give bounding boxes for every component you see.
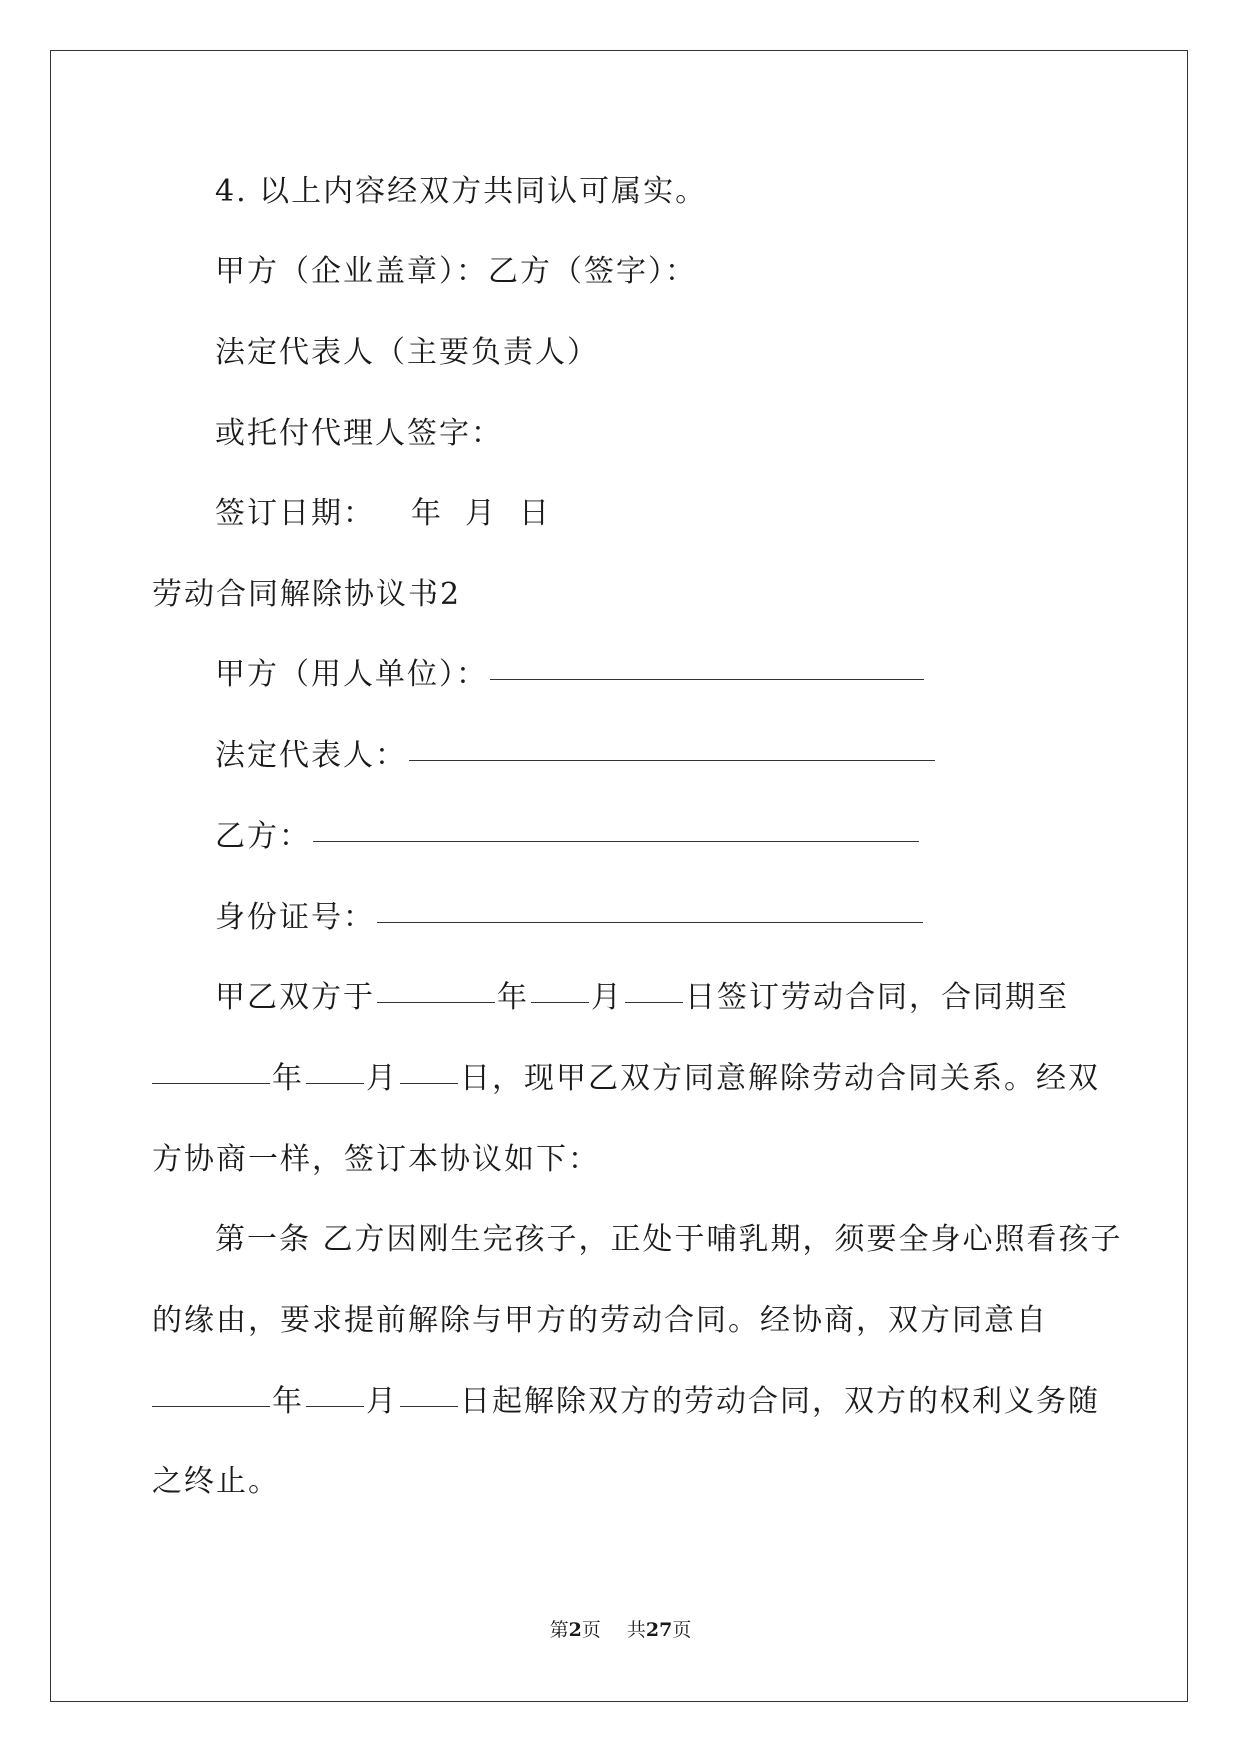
article-1-line-4: 之终止。: [152, 1464, 280, 1499]
page-footer: [0, 1618, 1241, 1642]
footer-total-pages: 27: [645, 1619, 673, 1641]
party-b-blank: [313, 841, 919, 842]
contract-year-label: 年: [497, 980, 529, 1015]
signing-date-line: [215, 494, 551, 534]
contract-year-blank: [377, 1002, 495, 1003]
agent-signature-line: 或托付代理人签字：: [215, 416, 503, 451]
termination-year-blank: [152, 1406, 270, 1407]
contract-text: 日，现甲乙双方同意解除劳动合同关系。经双: [460, 1061, 1100, 1096]
term-month-label: 月: [366, 1061, 398, 1096]
legal-rep-blank: [409, 760, 935, 761]
term-day-blank: [400, 1083, 458, 1084]
footer-prefix: 第: [549, 1619, 569, 1641]
term-year-label: 年: [272, 1061, 304, 1096]
termination-month-blank: [306, 1406, 364, 1407]
contract-month-label: 月: [591, 980, 623, 1015]
signing-date-day: 日: [519, 496, 551, 531]
footer-page-unit: 页: [581, 1619, 601, 1641]
id-number-line: [215, 898, 925, 938]
contract-date-line-2: [152, 1059, 1100, 1099]
contract-month-blank: [531, 1002, 589, 1003]
article-1-line-1: 第一条 乙方因刚生完孩子，正处于哺乳期，须要全身心照看孩子: [215, 1222, 1123, 1257]
signing-date-year: 年: [411, 496, 443, 531]
footer-total-prefix: 共: [626, 1619, 646, 1641]
employer-label: 甲方（用人单位）：: [215, 657, 488, 692]
signing-date-label: 签订日期：: [215, 496, 375, 531]
id-number-label: 身份证号：: [215, 900, 375, 935]
contract-date-line-3: 方协商一样，签订本协议如下：: [152, 1142, 600, 1177]
contract-day-blank: [625, 1002, 683, 1003]
contract-text: 甲乙双方于: [215, 980, 375, 1015]
term-month-blank: [306, 1083, 364, 1084]
employer-line: [215, 655, 926, 695]
signing-date-month: 月: [465, 496, 497, 531]
clause-4: 4. 以上内容经双方共同认可属实。: [215, 174, 708, 209]
termination-year-label: 年: [272, 1384, 304, 1419]
legal-rep-line: [215, 736, 937, 776]
section-heading: 劳动合同解除协议书2: [152, 577, 462, 612]
article-1-line-3: [152, 1382, 1100, 1422]
legal-rep-label: 法定代表人：: [215, 738, 407, 773]
employer-blank: [490, 679, 924, 680]
contract-text: 日签订劳动合同，合同期至: [685, 980, 1069, 1015]
id-number-blank: [377, 922, 923, 923]
legal-representative-line: 法定代表人（主要负责人）: [215, 335, 599, 370]
footer-total-unit: 页: [672, 1619, 692, 1641]
footer-page-number: 2: [568, 1619, 582, 1641]
contract-date-line-1: [215, 978, 1069, 1018]
article-text: 日起解除双方的劳动合同，双方的权利义务随: [460, 1384, 1100, 1419]
page-border: [50, 50, 1188, 1702]
party-b-label: 乙方：: [215, 819, 311, 854]
termination-month-label: 月: [366, 1384, 398, 1419]
termination-day-blank: [400, 1406, 458, 1407]
party-a-b-signature-line: 甲方（企业盖章）：乙方（签字）：: [215, 254, 697, 289]
article-1-line-2: 的缘由，要求提前解除与甲方的劳动合同。经协商，双方同意自: [152, 1303, 1048, 1338]
party-b-line: [215, 817, 921, 857]
term-year-blank: [152, 1083, 270, 1084]
